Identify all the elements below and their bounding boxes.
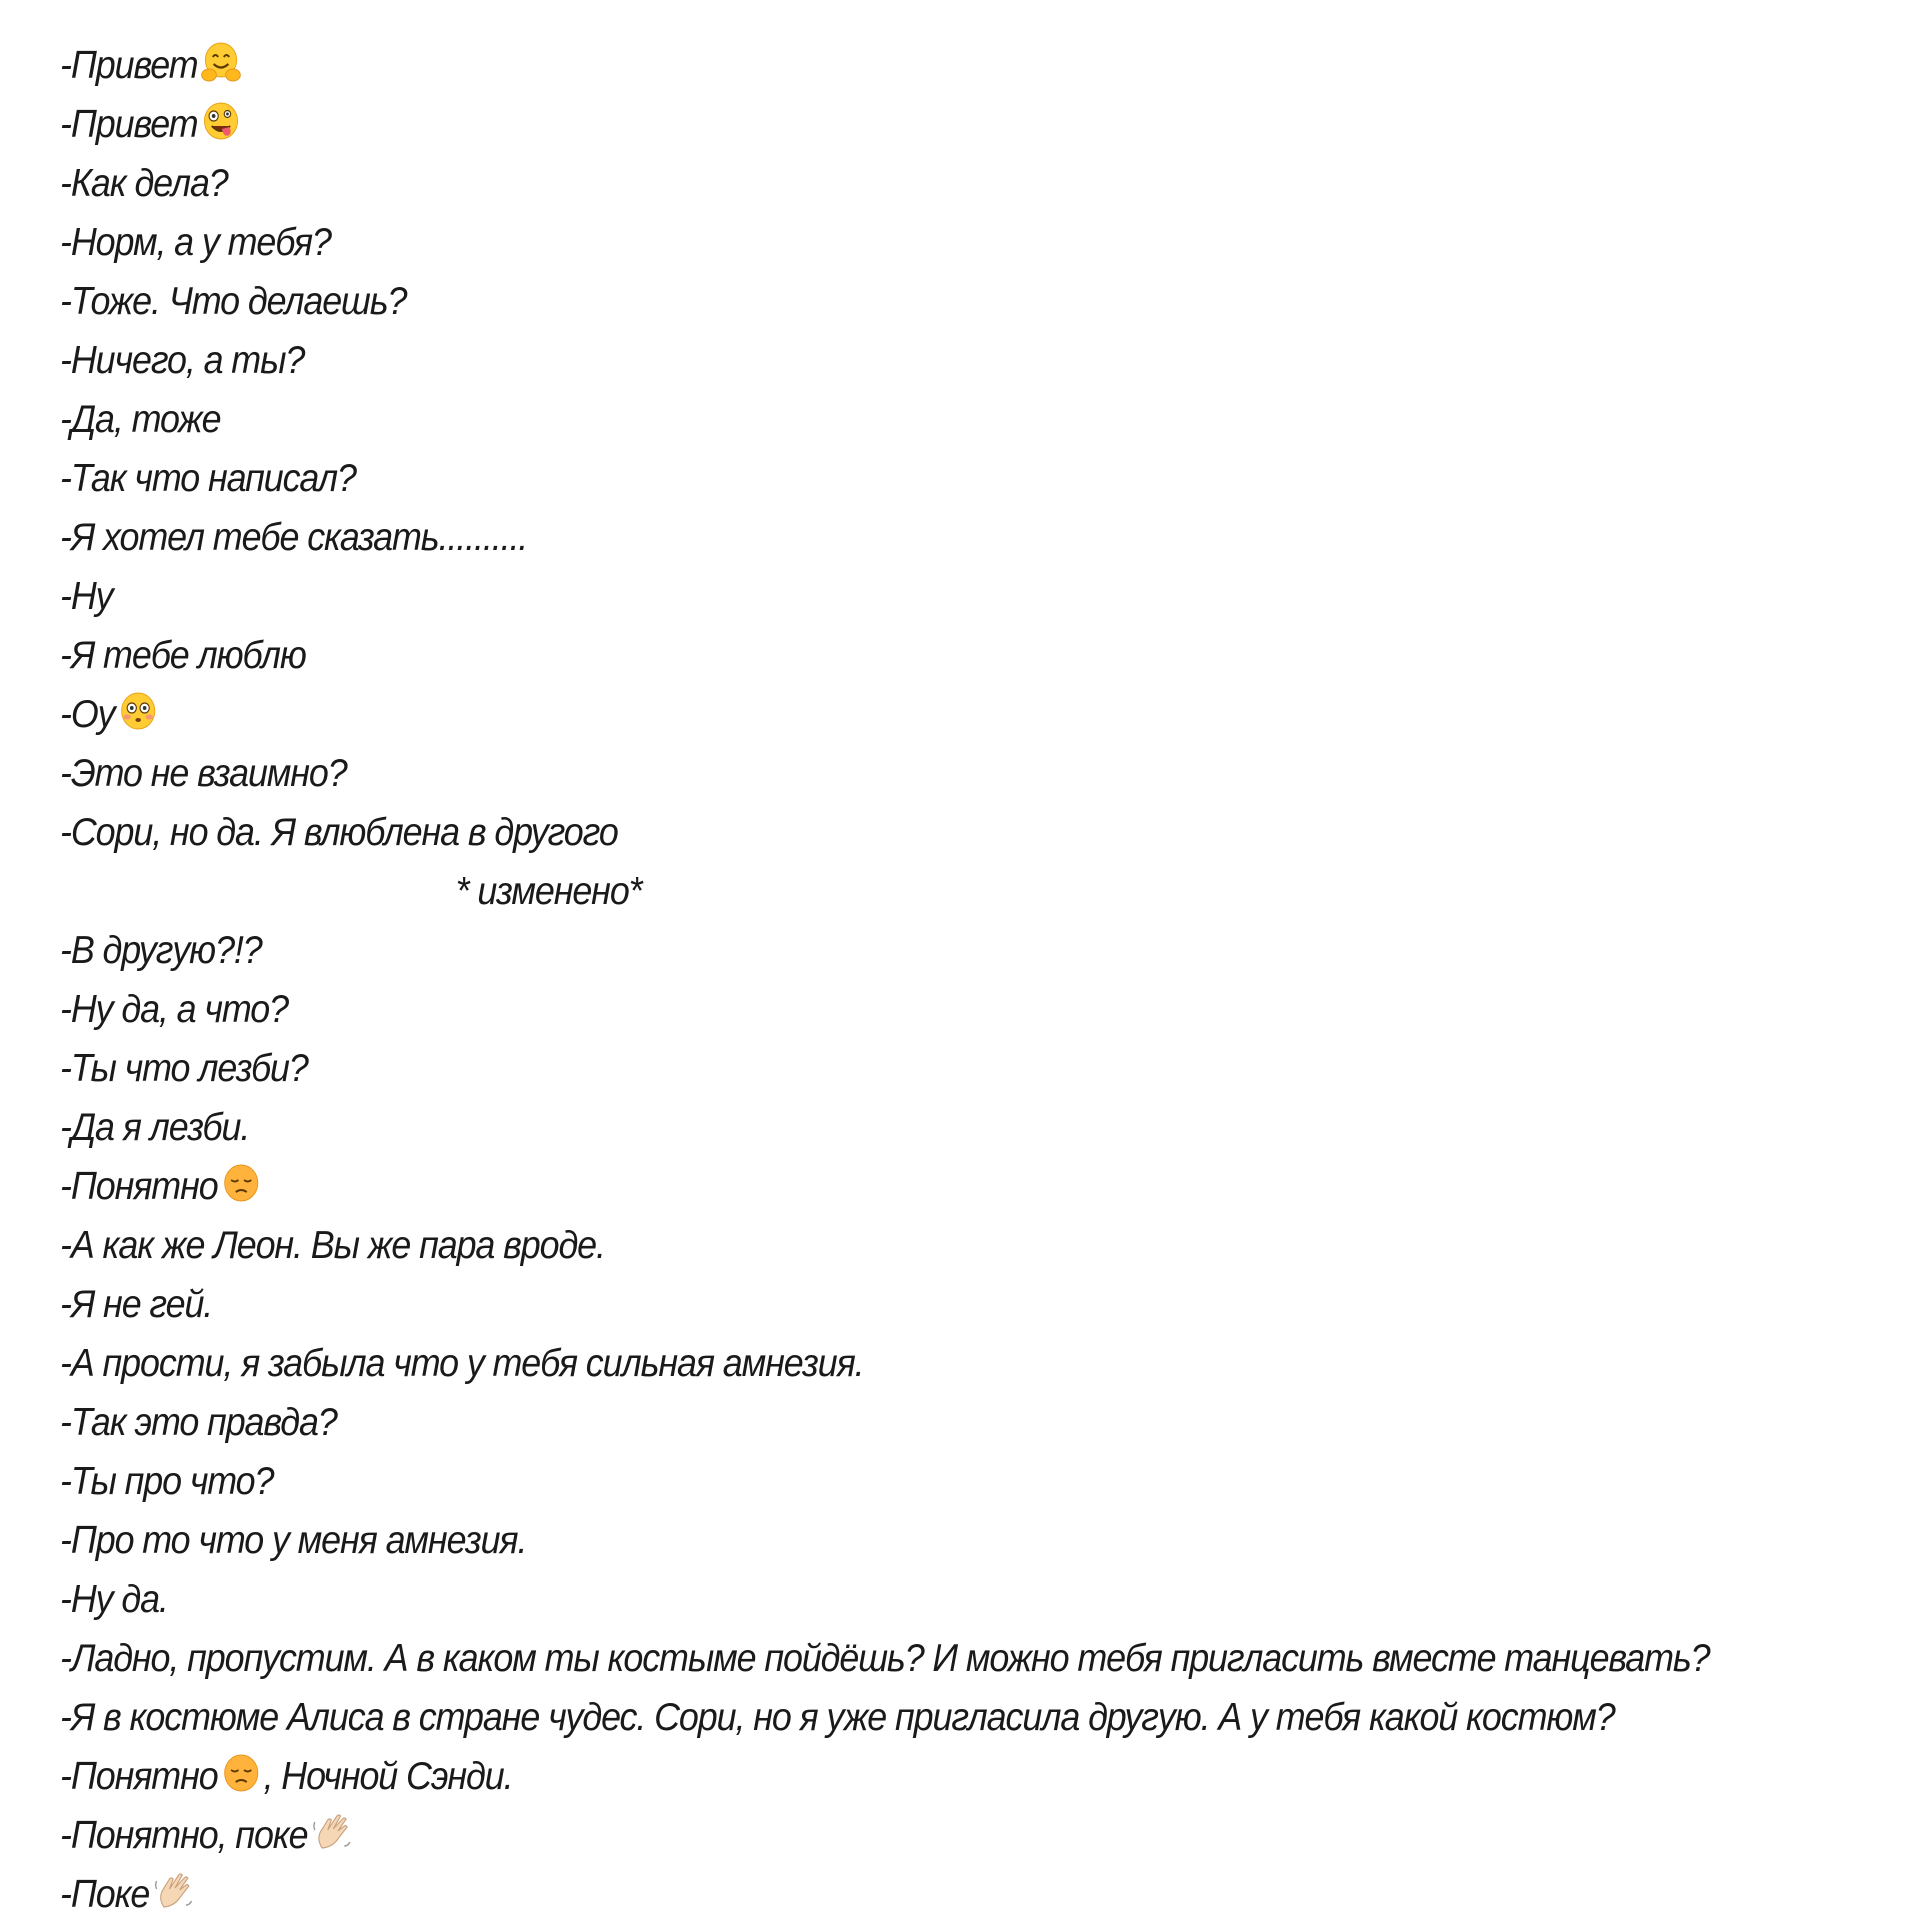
message-text: -Поке xyxy=(60,1873,150,1916)
message-line xyxy=(60,803,1762,862)
message-text: -В другую?!? xyxy=(60,929,262,972)
message-line xyxy=(60,95,1762,154)
zany-face-icon xyxy=(199,97,243,145)
waving-hand-icon xyxy=(309,1808,353,1856)
flushed-face-icon xyxy=(116,687,160,735)
message-line xyxy=(60,1629,1762,1688)
hugging-face-icon xyxy=(199,38,243,86)
message-line xyxy=(60,154,1762,213)
message-text: -Понятно xyxy=(60,1755,218,1798)
message-line xyxy=(60,390,1762,449)
message-text: -Норм, а у тебя? xyxy=(60,221,331,264)
message-text: -Оу xyxy=(60,693,115,736)
message-text: -Ничего, а ты? xyxy=(60,339,305,382)
message-line xyxy=(60,1393,1762,1452)
message-line xyxy=(60,1865,1762,1924)
message-line xyxy=(60,567,1762,626)
message-text: -Сори, но да. Я влюблена в другого xyxy=(60,811,618,854)
edited-marker xyxy=(60,862,1762,921)
message-text: -А как же Леон. Вы же пара вроде. xyxy=(60,1224,605,1267)
message-text: * изменено* xyxy=(455,870,642,913)
message-list xyxy=(60,36,1910,1924)
message-line xyxy=(60,685,1762,744)
message-line xyxy=(60,213,1762,272)
message-line xyxy=(60,36,1762,95)
message-text: -Это не взаимно? xyxy=(60,752,347,795)
message-line xyxy=(60,1452,1762,1511)
message-line xyxy=(60,1039,1762,1098)
message-line xyxy=(60,272,1762,331)
message-text: -Я в костюме Алиса в стране чудес. Сори, но я уже пригласила другую. А у тебя какой костюм? xyxy=(60,1696,1615,1739)
message-line xyxy=(60,1511,1762,1570)
message-line xyxy=(60,921,1762,980)
waving-hand-icon xyxy=(151,1867,195,1915)
message-text: -Ты про что? xyxy=(60,1460,274,1503)
message-line xyxy=(60,331,1762,390)
message-line xyxy=(60,508,1762,567)
message-line xyxy=(60,1334,1762,1393)
message-text: -Про то что у меня амнезия. xyxy=(60,1519,527,1562)
message-line xyxy=(60,1275,1762,1334)
message-text: -Привет xyxy=(60,44,198,87)
message-line xyxy=(60,1806,1762,1865)
message-text: -Ну да. xyxy=(60,1578,168,1621)
message-text: -Понятно, поке xyxy=(60,1814,308,1857)
message-text: -Я тебе люблю xyxy=(60,634,306,677)
message-text: -А прости, я забыла что у тебя сильная амнезия. xyxy=(60,1342,864,1385)
message-line xyxy=(60,1570,1762,1629)
message-text: -Так что написал? xyxy=(60,457,356,500)
message-text: -Как дела? xyxy=(60,162,228,205)
message-text: -Да я лезби. xyxy=(60,1106,250,1149)
disappointed-face-icon xyxy=(219,1159,263,1207)
message-line xyxy=(60,626,1762,685)
message-line xyxy=(60,1098,1762,1157)
message-text: -Ну xyxy=(60,575,113,618)
message-line xyxy=(60,1747,1762,1806)
message-text-after: , Ночной Сэнди. xyxy=(263,1755,513,1798)
message-text: -Я хотел тебе сказать.......... xyxy=(60,516,528,559)
message-line xyxy=(60,449,1762,508)
message-text: -Ну да, а что? xyxy=(60,988,288,1031)
message-line xyxy=(60,1216,1762,1275)
message-line xyxy=(60,1157,1762,1216)
message-line xyxy=(60,980,1762,1039)
disappointed-face-icon xyxy=(219,1749,263,1797)
message-text: -Тоже. Что делаешь? xyxy=(60,280,407,323)
message-text: -Ты что лезби? xyxy=(60,1047,308,1090)
message-text: -Понятно xyxy=(60,1165,218,1208)
message-text: -Ладно, пропустим. А в каком ты костыме пойдёшь? И можно тебя пригласить вместе танцевать? xyxy=(60,1637,1710,1680)
message-line xyxy=(60,1688,1762,1747)
message-text: -Привет xyxy=(60,103,198,146)
message-line xyxy=(60,744,1762,803)
message-text: -Я не гей. xyxy=(60,1283,213,1326)
message-text: -Да, тоже xyxy=(60,398,221,441)
message-text: -Так это правда? xyxy=(60,1401,337,1444)
